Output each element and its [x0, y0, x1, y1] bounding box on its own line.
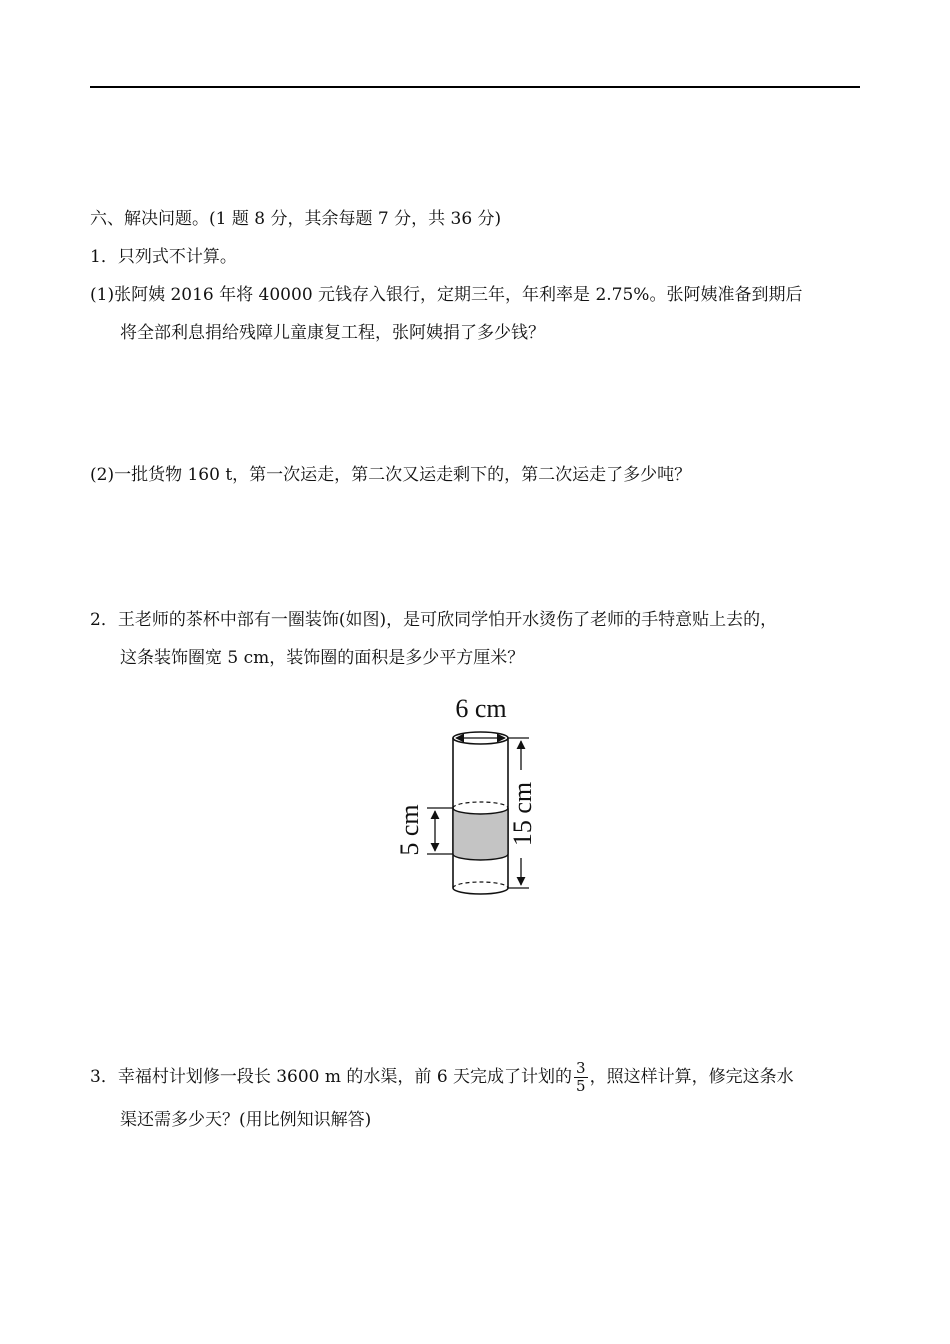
band-label: 5 cm — [395, 804, 424, 856]
question-3-line-2: 渠还需多少天？(用比例知识解答) — [120, 1110, 372, 1130]
decoration-band — [453, 808, 508, 860]
question-3-text-after: ，照这样计算，修完这条水 — [589, 1067, 794, 1087]
question-1-part-1-line-1: (1)张阿姨 2016 年将 40000 元钱存入银行，定期三年，年利率是 2.75%。张阿姨准备到期后 — [90, 285, 803, 305]
cup-decoration-figure — [395, 690, 555, 900]
question-2-line-2: 这条装饰圈宽 5 cm，装饰圈的面积是多少平方厘米？ — [120, 648, 525, 668]
question-2-line-1: 2．王老师的茶杯中部有一圈装饰(如图)，是可欣同学怕开水烫伤了老师的手特意贴上去的， — [90, 610, 778, 630]
question-3-line-1 — [90, 1057, 794, 1097]
top-rule — [90, 86, 860, 88]
question-1-part-1-line-2: 将全部利息捐给残障儿童康复工程，张阿姨捐了多少钱？ — [120, 323, 545, 343]
question-3-text-before: 3．幸福村计划修一段长 3600 m 的水渠，前 6 天完成了计划的 — [90, 1067, 573, 1087]
fraction-three-fifths — [574, 1060, 588, 1095]
height-label: 15 cm — [508, 781, 537, 847]
fraction-denominator: 5 — [576, 1077, 586, 1095]
width-label: 6 cm — [455, 694, 507, 723]
question-1-part-2: (2)一批货物 160 t，第一次运走，第二次又运走剩下的，第二次运走了多少吨？ — [90, 465, 692, 485]
question-1-title: 1．只列式不计算。 — [90, 247, 237, 267]
fraction-numerator: 3 — [576, 1059, 586, 1077]
section-heading: 六、解决问题。(1 题 8 分，其余每题 7 分，共 36 分) — [90, 209, 502, 229]
